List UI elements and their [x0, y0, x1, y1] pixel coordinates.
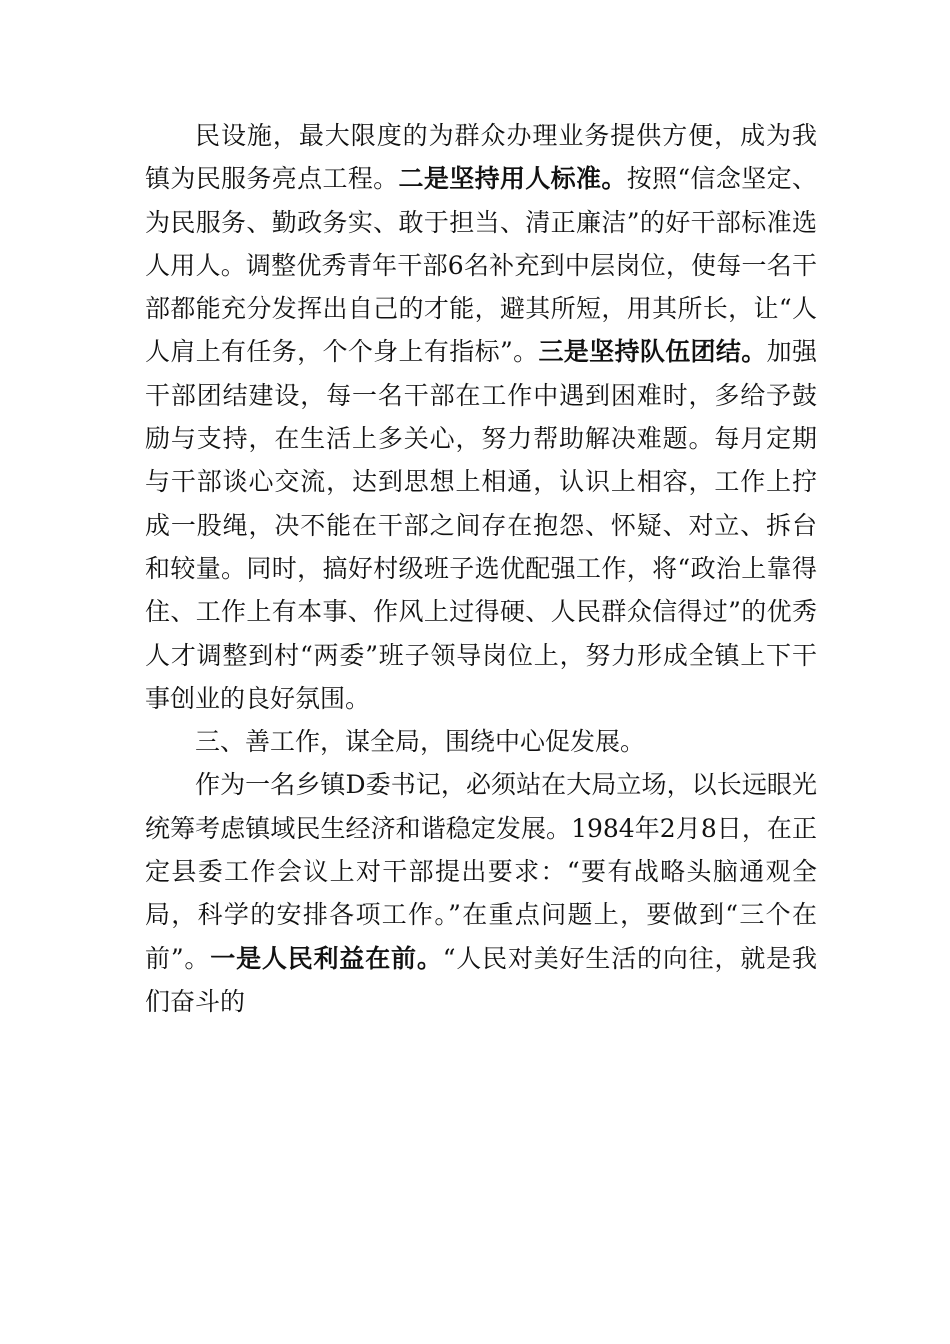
paragraph-3 [145, 763, 817, 1023]
section-heading-text: 三、善工作，谋全局，围绕中心促发展。 [195, 727, 646, 757]
paragraph-1-text-1: 民设施，最大限度的为群众办理业务提供方便，成为我镇为民服务亮点工程。 [145, 121, 817, 194]
paragraph-1-heading-4: 三是坚持队伍团结。 [538, 337, 767, 367]
paragraph-3-text-3: “人民对美好生活的向往，就是我们奋斗的 [145, 943, 817, 1016]
paragraph-3-text-1: 作为一名乡镇D委书记，必须站在大局立场，以长远眼光统筹考虑镇域民生经济和谐稳定发展。1984年2月8日，在正定县委工作会议上对干部提出要求：“要有战略头脑通观全局，科学的安排各项工作。”在重点问题上，要做到“三个在前”。 [145, 770, 817, 973]
document-body [145, 114, 817, 1023]
paragraph-1-heading-2: 二是坚持用人标准。 [398, 164, 627, 194]
paragraph-1-text-3: 按照“信念坚定、为民服务、勤政务实、敢于担当、清正廉洁”的好干部标准选人用人。调整优秀青年干部6名补充到中层岗位，使每一名干部都能充分发挥出自己的才能，避其所短，用其所长，让“人人肩上有任务，个个身上有指标”。 [145, 164, 817, 367]
paragraph-1 [145, 114, 817, 720]
paragraph-1-text-5: 加强干部团结建设，每一名干部在工作中遇到困难时，多给予鼓励与支持，在生活上多关心，努力帮助解决难题。每月定期与干部谈心交流，达到思想上相通，认识上相容，工作上拧成一股绳，决不能在干部之间存在抱怨、怀疑、对立、拆台和较量。同时，搞好村级班子选优配强工作，将“政治上靠得住、工作上有本事、作风上过得硬、人民群众信得过”的优秀人才调整到村“两委”班子领导岗位上，努力形成全镇上下干事创业的良好氛围。 [145, 337, 817, 713]
section-heading [145, 720, 817, 763]
paragraph-3-heading-2: 一是人民利益在前。 [210, 943, 443, 973]
